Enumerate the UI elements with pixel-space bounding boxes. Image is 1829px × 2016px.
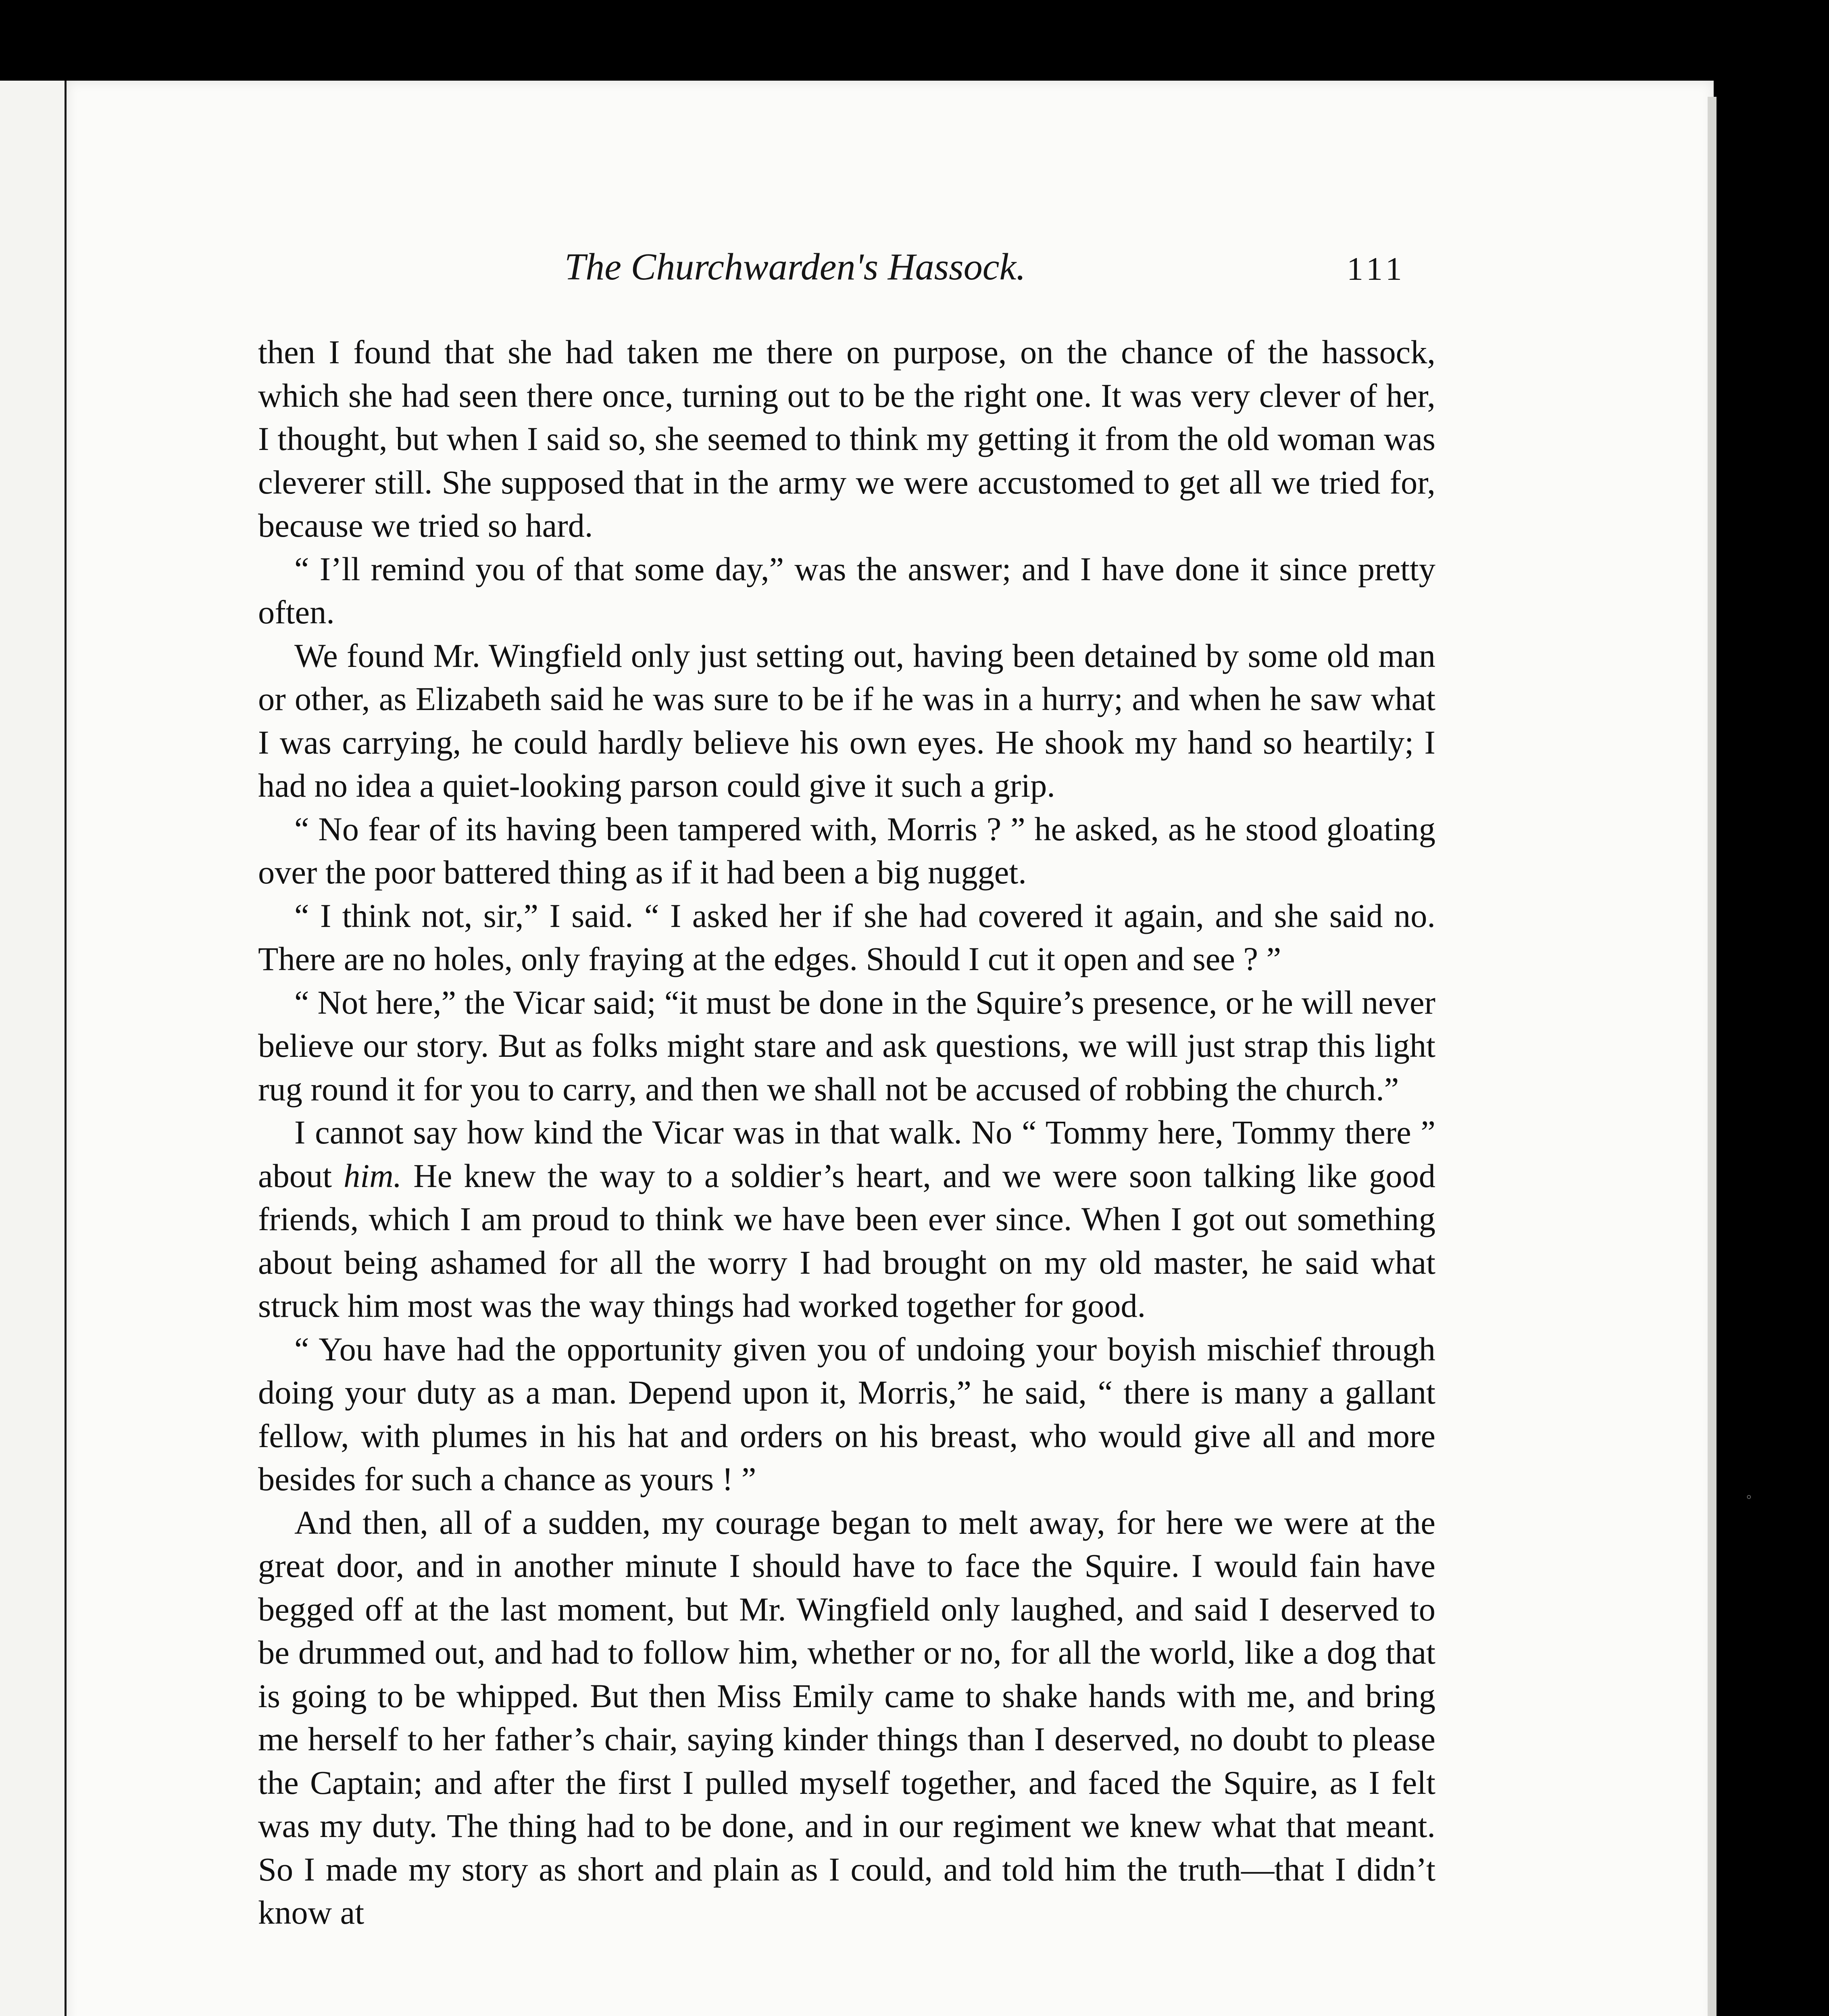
emphasis-text: him.	[344, 1157, 402, 1194]
page-edge-shadow	[1708, 97, 1717, 2016]
paragraph: We found Mr. Wingfield only just setting out, having been detained by some old man or other, as Elizabeth said he was sure to be if he was in a hurry; and when he saw what I was carrying, he could hardly believe his own eyes. He shook my hand so heartily; I had no idea a quiet-looking parson could give it such a grip.	[258, 637, 1435, 804]
running-title: The Churchwarden's Hassock.	[565, 246, 1026, 288]
paragraph: “ I think not, sir,” I said. “ I asked her if she had covered it again, and she said no. There are no holes, only fraying at the edges. Should I cut it open and see ? ”	[258, 897, 1435, 977]
page-number: 111	[1347, 250, 1406, 287]
paragraph-text: He knew the way to a soldier’s heart, and we were soon talking like good friends, which I am proud to think we have been ever since. When I got out something about being ashamed for all the worry I had brought on my old master, he said what struck him most was the way things had worked together for good.	[258, 1157, 1435, 1324]
paragraph-text: I cannot say how kind the Vicar was in that walk. No “ Tommy here, Tommy there ” about	[258, 1114, 1435, 1194]
scan-speck: °	[1746, 1492, 1751, 1506]
paragraph: “ I’ll remind you of that some day,” was the answer; and I have done it since pretty often.	[258, 550, 1435, 631]
paragraph: “ Not here,” the Vicar said; “it must be done in the Squire’s presence, or he will never believe our story. But as folks might stare and ask questions, we will just strap this light rug round it for you to carry, and then we shall not be accused of robbing the church.”	[258, 984, 1435, 1108]
paragraph: And then, all of a sudden, my courage began to melt away, for here we were at the great door, and in another minute I should have to face the Squire. I would fain have begged off at the last moment, but Mr. Wingfield only laughed, and said I deserved to be drummed out, and had to follow him, whether or no, for all the world, like a dog that is going to be whipped. But then Miss Emily came to shake hands with me, and bring me herself to her father’s chair, saying kinder things than I deserved, no doubt to please the Captain; and after the first I pulled myself together, and faced the Squire, as I felt was my duty. The thing had to be done, and in our regiment we knew what that meant. So I made my story as short and plain as I could, and told him the truth—that I didn’t know at	[258, 1504, 1435, 1931]
paragraph-with-emphasis	[258, 1111, 1435, 1328]
paragraph: “ You have had the opportunity given you of undoing your boyish mischief through doing your duty as a man. Depend upon it, Morris,” he said, “ there is many a gallant fellow, with plumes in his hat and orders on his breast, who would give all and more besides for such a chance as yours ! ”	[258, 1331, 1435, 1497]
facing-page-edge	[0, 81, 69, 2016]
body-text	[258, 331, 1435, 2016]
paragraph: then I found that she had taken me there on purpose, on the chance of the hassock, which she had seen there once, turning out to be the right one. It was very clever of her, I thought, but when I said so, she seemed to think my getting it from the old woman was cleverer still. She supposed that in the army we were accustomed to get all we tried for, because we tried so hard.	[258, 334, 1435, 544]
paragraph: “ No fear of its having been tampered with, Morris ? ” he asked, as he stood gloating over the poor battered thing as if it had been a big nugget.	[258, 810, 1435, 891]
